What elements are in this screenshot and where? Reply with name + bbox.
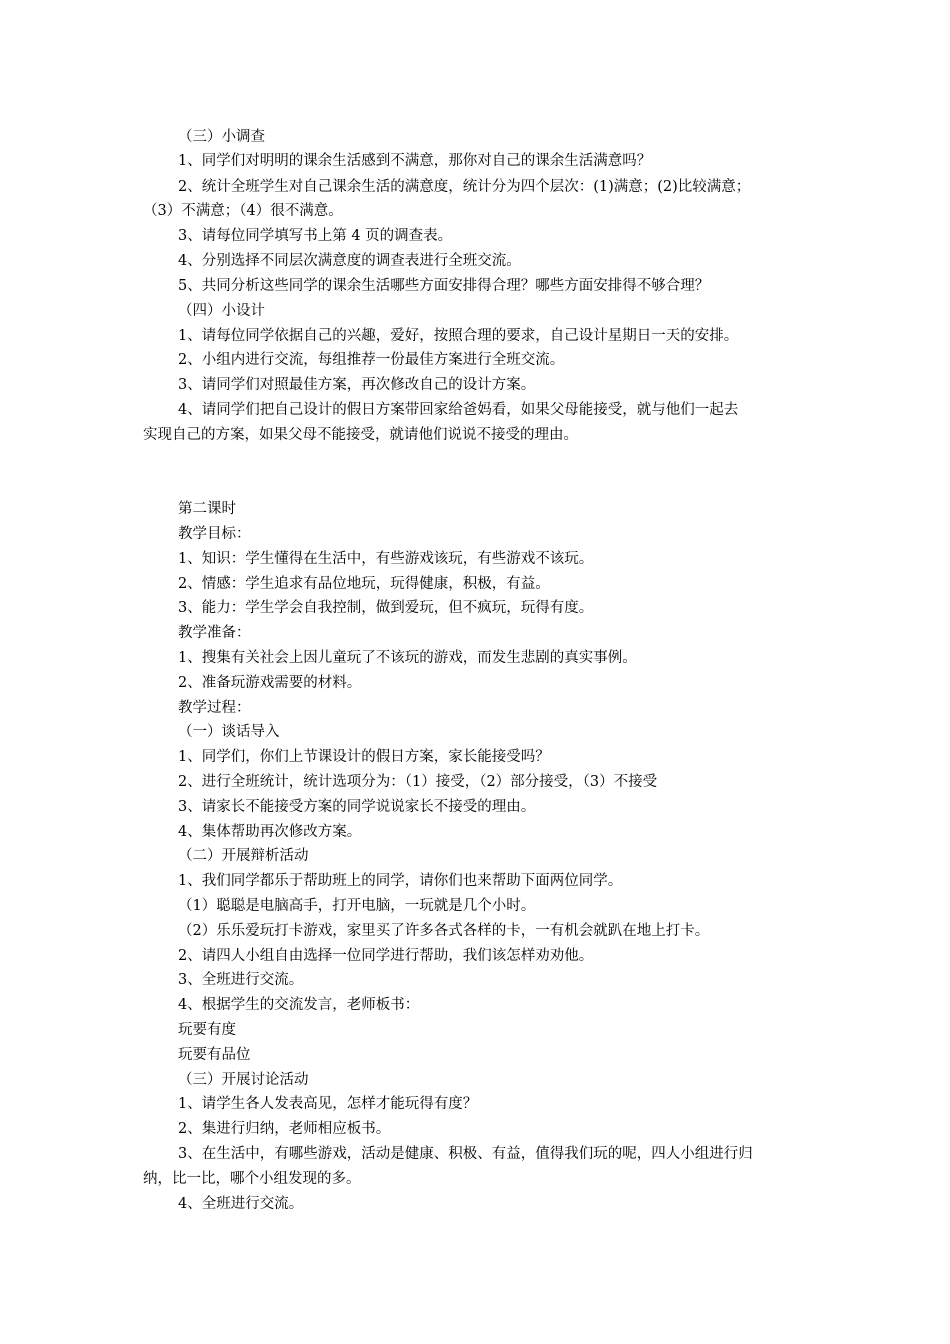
survey-item: 2、统计全班学生对自己课余生活的满意度，统计分为四个层次：(1)满意；(2)比较满意； <box>178 179 751 195</box>
survey-item: 5、共同分析这些同学的课余生活哪些方面安排得合理？哪些方面安排得不够合理？ <box>178 278 710 294</box>
design-item: 2、小组内进行交流，每组推荐一份最佳方案进行全班交流。 <box>178 352 565 368</box>
design-item: 3、请同学们对照最佳方案，再次修改自己的设计方案。 <box>178 377 536 393</box>
board-note: 玩要有度 <box>178 1022 236 1038</box>
survey-item: 3、请每位同学填写书上第 4 页的调查表。 <box>178 228 453 244</box>
step1-item: 3、请家长不能接受方案的同学说说家长不接受的理由。 <box>178 799 536 815</box>
step1-item: 4、集体帮助再次修改方案。 <box>178 824 362 840</box>
step2-item: （1）聪聪是电脑高手，打开电脑，一玩就是几个小时。 <box>178 898 536 914</box>
prep-item: 2、准备玩游戏需要的材料。 <box>178 675 362 691</box>
prep-item: 1、搜集有关社会上因儿童玩了不该玩的游戏，而发生悲剧的真实事例。 <box>178 650 637 666</box>
step2-item: 1、我们同学都乐于帮助班上的同学，请你们也来帮助下面两位同学。 <box>178 873 623 889</box>
survey-item: 1、同学们对明明的课余生活感到不满意，那你对自己的课余生活满意吗？ <box>178 153 652 169</box>
design-heading: （四）小设计 <box>178 303 265 319</box>
step2-item: （2）乐乐爱玩打卡游戏，家里买了许多各式各样的卡，一有机会就趴在地上打卡。 <box>178 923 710 939</box>
survey-item: 4、分别选择不同层次满意度的调查表进行全班交流。 <box>178 253 521 269</box>
step1-heading: （一）谈话导入 <box>178 724 280 740</box>
design-item-continuation: 实现自己的方案，如果父母不能接受，就请他们说说不接受的理由。 <box>143 427 578 443</box>
step2-item: 4、根据学生的交流发言，老师板书： <box>178 997 420 1013</box>
step1-item: 1、同学们，你们上节课设计的假日方案，家长能接受吗？ <box>178 749 550 765</box>
step2-item: 3、全班进行交流。 <box>178 972 304 988</box>
board-note: 玩要有品位 <box>178 1047 251 1063</box>
survey-item-continuation: （3）不满意；（4）很不满意。 <box>143 203 343 219</box>
design-item: 4、请同学们把自己设计的假日方案带回家给爸妈看，如果父母能接受，就与他们一起去 <box>178 402 739 418</box>
goal-item: 1、知识：学生懂得在生活中，有些游戏该玩，有些游戏不该玩。 <box>178 551 594 567</box>
step2-heading: （二）开展辩析活动 <box>178 848 309 864</box>
step2-item: 2、请四人小组自由选择一位同学进行帮助，我们该怎样劝劝他。 <box>178 948 594 964</box>
step3-heading: （三）开展讨论活动 <box>178 1072 309 1088</box>
goal-item: 2、情感：学生追求有品位地玩，玩得健康，积极，有益。 <box>178 576 550 592</box>
prep-heading: 教学准备： <box>178 625 251 641</box>
process-heading: 教学过程： <box>178 700 251 716</box>
goals-heading: 教学目标： <box>178 526 251 542</box>
step3-item: 4、全班进行交流。 <box>178 1196 304 1212</box>
survey-heading: （三）小调查 <box>178 129 265 145</box>
lesson-title: 第二课时 <box>178 501 236 517</box>
step3-item: 1、请学生各人发表高见，怎样才能玩得有度？ <box>178 1096 478 1112</box>
goal-item: 3、能力：学生学会自我控制，做到爱玩，但不疯玩，玩得有度。 <box>178 600 594 616</box>
step3-item-continuation: 纳，比一比，哪个小组发现的多。 <box>143 1171 361 1187</box>
step3-item: 3、在生活中，有哪些游戏，活动是健康、积极、有益，值得我们玩的呢，四人小组进行归 <box>178 1146 753 1162</box>
design-item: 1、请每位同学依据自己的兴趣，爱好，按照合理的要求，自己设计星期日一天的安排。 <box>178 328 739 344</box>
step3-item: 2、集进行归纳，老师相应板书。 <box>178 1121 391 1137</box>
step1-item: 2、进行全班统计，统计选项分为：（1）接受，（2）部分接受，（3）不接受 <box>178 774 658 790</box>
